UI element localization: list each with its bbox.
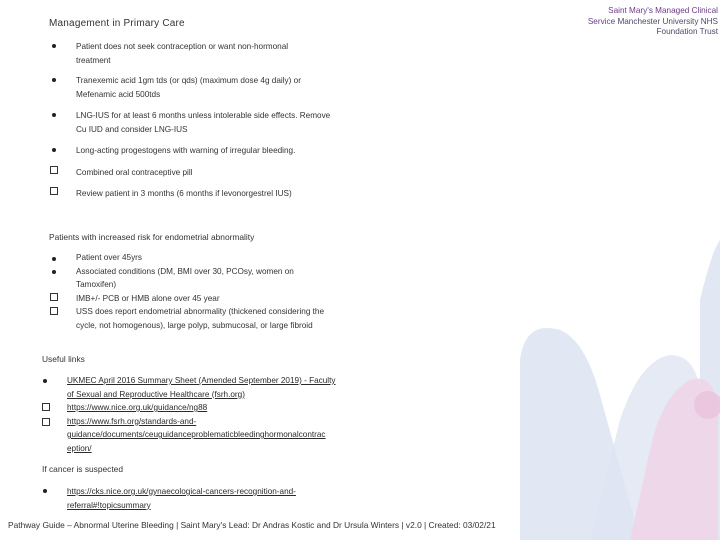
list-item: cycle, not homogenous), large polyp, submucosal, or large fibroid (76, 320, 313, 330)
fsrh-guidance-link[interactable]: https://www.fsrh.org/standards-and- (67, 416, 197, 426)
list-item: Patient over 45yrs (76, 253, 142, 262)
page-title: Management in Primary Care (49, 18, 185, 29)
trust-line-2-text: Manchester University NHS (617, 16, 718, 26)
useful-links-heading: Useful links (42, 354, 85, 364)
page-footer: Pathway Guide – Abnormal Uterine Bleeding | Saint Mary's Lead: Dr Andras Kostic and Dr Ursula Winters | v2.0 | Created: 03/02/21 (8, 520, 496, 530)
bullet-dot-icon (52, 40, 56, 51)
ukmec-link-continued[interactable]: of Sexual and Reproductive Healthcare (fsrh.org) (67, 389, 245, 399)
list-item: IMB+/- PCB or HMB alone over 45 year (76, 293, 220, 303)
nice-ng88-link[interactable]: https://www.nice.org.uk/guidance/ng88 (67, 403, 208, 412)
list-item: LNG-IUS for at least 6 months unless intolerable side effects. Remove Cu IUD and consider LNG-IUS (76, 111, 331, 134)
list-item: Patient does not seek contraception or want non-hormonal treatment (76, 42, 289, 65)
bullet-dot-icon (52, 109, 56, 120)
trust-line-1: Saint Mary's Managed Clinical (608, 6, 718, 15)
cks-cancer-link[interactable]: https://cks.nice.org.uk/gynaecological-cancers-recognition-and- (67, 487, 296, 496)
list-item: Associated conditions (DM, BMI over 30, PCOsy, women on (76, 266, 294, 276)
risk-heading: Patients with increased risk for endometrial abnormality (49, 232, 255, 242)
list-item: USS does report endometrial abnormality (thickened considering the (76, 307, 325, 316)
list-item: Tamoxifen) (76, 280, 117, 289)
fsrh-guidance-link-continued[interactable]: guidance/documents/ceuguidanceproblematicbleedinghormonalcontrac (67, 430, 326, 439)
trust-line-3: Foundation Trust (656, 27, 718, 36)
list-item: Combined oral contraceptive pill (76, 168, 193, 177)
fsrh-guidance-link-end[interactable]: eption/ (67, 443, 92, 453)
checkbox-icon (50, 187, 58, 198)
list-item: Tranexemic acid 1gm tds (or qds) (maximum dose 4g daily) or Mefenamic acid 500tds (76, 76, 301, 99)
checkbox-icon (50, 166, 58, 177)
trust-service: Service (587, 16, 616, 26)
cks-cancer-link-continued[interactable]: referral#!topicsummary (67, 500, 151, 510)
ukmec-link[interactable]: UKMEC April 2016 Summary Sheet (Amended September 2019) - Faculty (67, 376, 336, 385)
list-item: Long-acting progestogens with warning of irregular bleeding. (76, 146, 296, 155)
bullet-dot-icon (52, 144, 56, 155)
cancer-heading: If cancer is suspected (42, 464, 123, 474)
list-item: Review patient in 3 months (6 months if levonorgestrel IUS) (76, 189, 292, 198)
bullet-dot-icon (52, 74, 56, 85)
